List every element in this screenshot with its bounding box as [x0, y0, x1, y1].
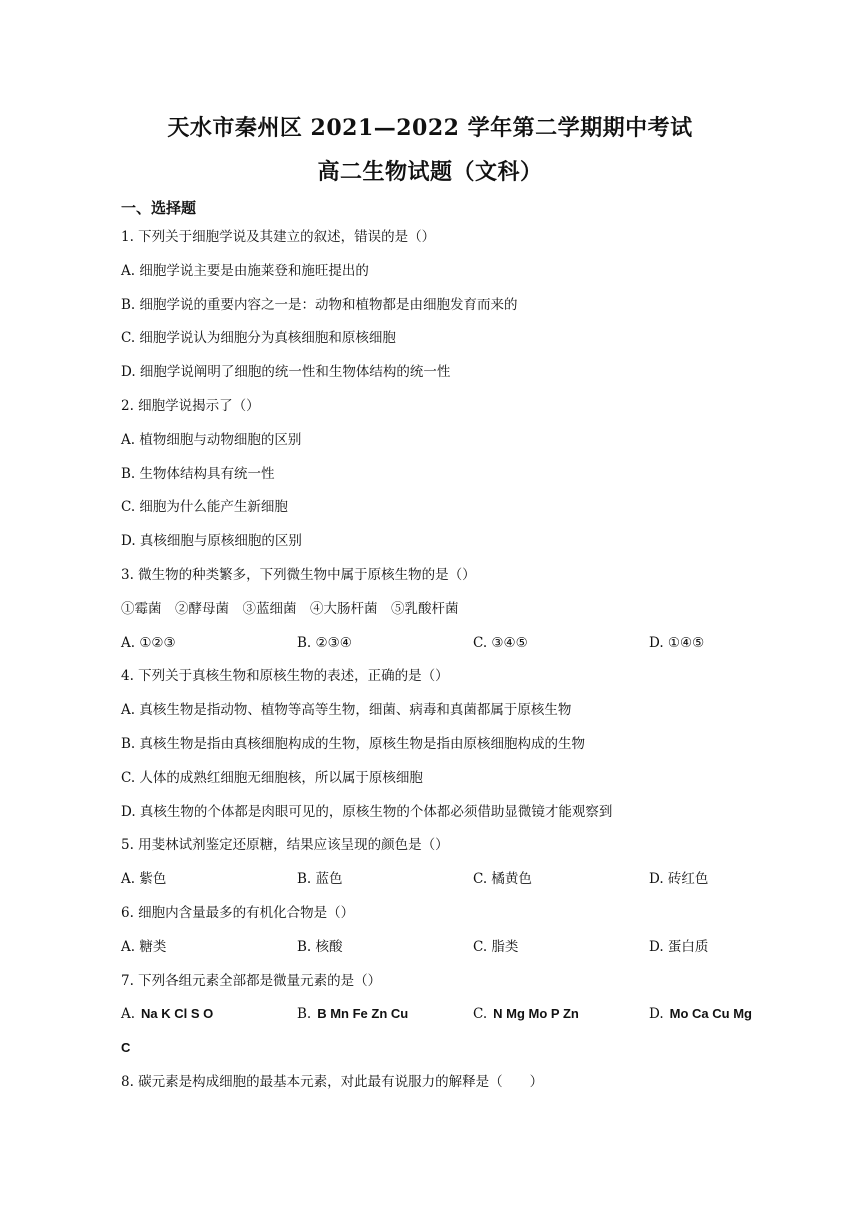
question-4-choice-c: C. 人体的成熟红细胞无细胞核，所以属于原核细胞 [121, 769, 423, 786]
question-5-options [121, 869, 771, 903]
question-8-stem: 8. 碳元素是构成细胞的最基本元素，对此最有说服力的解释是（ ） [121, 1073, 544, 1090]
question-3-items: ①霉菌 ②酵母菌 ③蓝细菌 ④大肠杆菌 ⑤乳酸杆菌 [121, 600, 459, 617]
question-1-choice-d: D. 细胞学说阐明了细胞的统一性和生物体结构的统一性 [121, 364, 451, 381]
option-value: N Mg Mo P Zn [493, 1006, 579, 1022]
option-label: A. [121, 1006, 136, 1023]
question-2-choice-d: D. 真核细胞与原核细胞的区别 [121, 533, 302, 550]
question-6-stem: 6. 细胞内含量最多的有机化合物是（） [121, 904, 355, 921]
question-3-option-d: D. ①④⑤ [649, 634, 705, 651]
question-6-options [121, 937, 771, 971]
question-7-option-b [297, 1004, 408, 1024]
question-1-choice-b: B. 细胞学说的重要内容之一是：动物和植物都是由细胞发育而来的 [121, 296, 518, 313]
question-6-option-d: D. 蛋白质 [649, 938, 709, 955]
question-7-option-d-overflow [121, 1038, 771, 1072]
question-7-option-d [649, 1004, 752, 1024]
option-label: C. [473, 1006, 488, 1023]
question-3-option-b: B. ②③④ [297, 634, 352, 651]
question-5-option-d: D. 砖红色 [649, 871, 709, 888]
section-heading: 一、选择题 [121, 199, 197, 217]
question-3-option-c: C. ③④⑤ [473, 634, 528, 651]
question-7-stem: 7. 下列各组元素全部都是微量元素的是（） [121, 972, 382, 989]
exam-subtitle: 高二生物试题（文科） [317, 159, 543, 185]
question-7-options [121, 1004, 771, 1038]
option-label: D. [649, 1006, 664, 1023]
question-4-choice-b: B. 真核生物是指由真核细胞构成的生物，原核生物是指由原核细胞构成的生物 [121, 735, 586, 752]
question-6-option-a: A. 糖类 [121, 938, 167, 955]
question-7-option-c [473, 1004, 579, 1024]
question-1-stem: 1. 下列关于细胞学说及其建立的叙述，错误的是（） [121, 229, 436, 245]
question-6-option-b: B. 核酸 [297, 938, 343, 955]
question-4-choice-a: A. 真核生物是指动物、植物等高等生物，细菌、病毒和真菌都属于原核生物 [121, 702, 572, 719]
question-4-choice-d: D. 真核生物的个体都是肉眼可见的，原核生物的个体都必须借助显微镜才能观察到 [121, 803, 613, 820]
question-2-stem: 2. 细胞学说揭示了（） [121, 397, 260, 414]
question-5-stem: 5. 用斐林试剂鉴定还原糖，结果应该呈现的颜色是（） [121, 837, 449, 854]
question-3-options [121, 633, 771, 667]
question-3-stem: 3. 微生物的种类繁多，下列微生物中属于原核生物的是（） [121, 566, 476, 583]
question-1-choice-a: A. 细胞学说主要是由施莱登和施旺提出的 [121, 262, 369, 279]
option-value: Na K Cl S O [141, 1006, 214, 1022]
overflow-text: C [121, 1040, 131, 1056]
question-2-choice-a: A. 植物细胞与动物细胞的区别 [121, 431, 302, 448]
question-4-stem: 4. 下列关于真核生物和原核生物的表述，正确的是（） [121, 668, 449, 685]
question-7-option-a [121, 1004, 213, 1024]
question-3-option-a: A. ①②③ [121, 634, 176, 651]
question-5-option-c: C. 橘黄色 [473, 871, 532, 888]
question-2-choice-c: C. 细胞为什么能产生新细胞 [121, 499, 288, 516]
question-5-option-b: B. 蓝色 [297, 871, 343, 888]
question-5-option-a: A. 紫色 [121, 871, 167, 888]
option-value: Mo Ca Cu Mg [669, 1006, 752, 1022]
question-6-option-c: C. 脂类 [473, 938, 519, 955]
option-label: B. [297, 1006, 312, 1023]
questions-list [121, 227, 771, 1106]
question-1-choice-c: C. 细胞学说认为细胞分为真核细胞和原核细胞 [121, 330, 396, 347]
exam-title: 天水市秦州区 2021—2022 学年第二学期期中考试 [167, 115, 693, 141]
question-2-choice-b: B. 生物体结构具有统一性 [121, 465, 275, 482]
option-value: B Mn Fe Zn Cu [317, 1006, 409, 1022]
